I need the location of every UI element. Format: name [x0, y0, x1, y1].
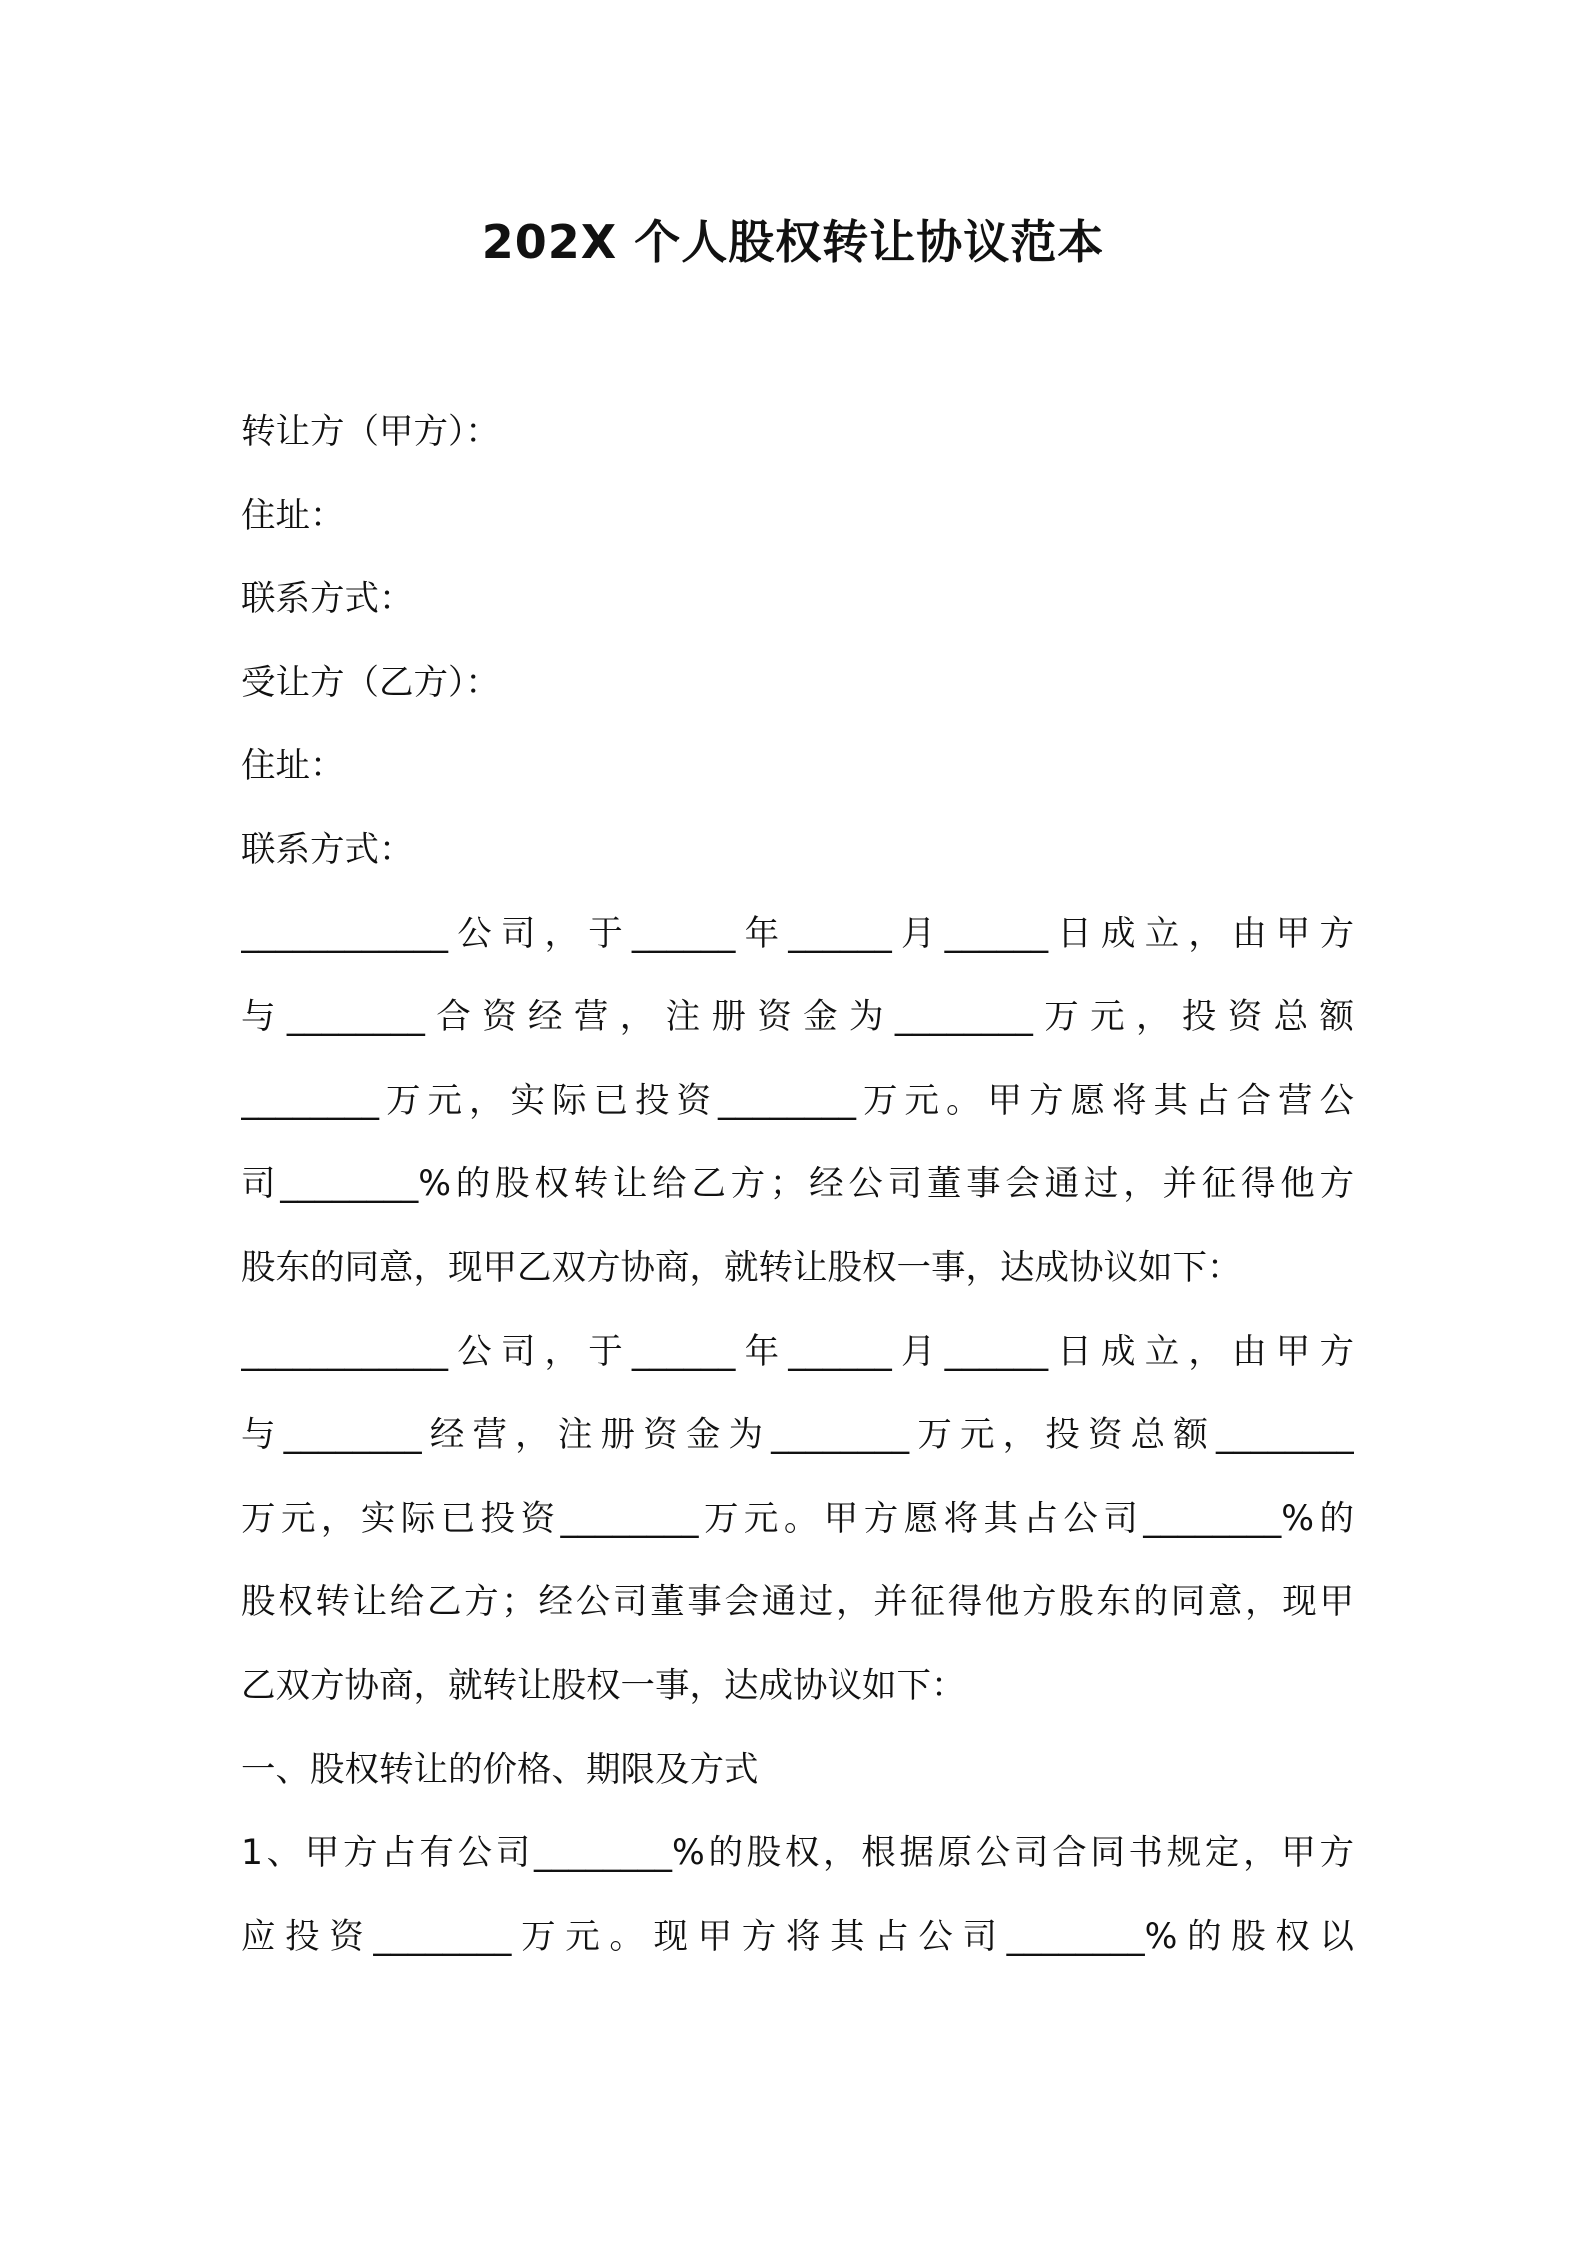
transferor-label: 转让方（甲方）：	[241, 412, 500, 452]
paragraph-1-line-3: ________万元，实际已投资________万元。甲方愿将其占合营公	[241, 1080, 1354, 1121]
paragraph-1-line-4: 司________%的股权转让给乙方；经公司董事会通过，并征得他方	[241, 1164, 1354, 1205]
paragraph-1-line-2: 与________合资经营，注册资金为________万元，投资总额	[241, 997, 1354, 1038]
paragraph-2-line-5: 乙双方协商，就转让股权一事，达成协议如下：	[241, 1665, 966, 1706]
paragraph-2-line-1: ____________公司，于______年______月______日成立，由甲方	[241, 1331, 1354, 1372]
transferee-contact-label: 联系方式：	[241, 829, 414, 870]
clause-1-line-2: 应投资________万元。现甲方将其占公司________%的股权以	[241, 1916, 1354, 1957]
paragraph-2-line-4: 股权转让给乙方；经公司董事会通过，并征得他方股东的同意，现甲	[241, 1582, 1354, 1623]
paragraph-2-line-2: 与________经营，注册资金为________万元，投资总额________	[241, 1415, 1354, 1456]
clause-1-line-1: 1、甲方占有公司________%的股权，根据原公司合同书规定，甲方	[241, 1833, 1354, 1874]
paragraph-1-line-5: 股东的同意，现甲乙双方协商，就转让股权一事，达成协议如下：	[241, 1247, 1242, 1288]
transferor-address-label: 住址：	[241, 495, 345, 536]
paragraph-2-line-3: 万元，实际已投资________万元。甲方愿将其占公司________%的	[241, 1498, 1354, 1539]
paragraph-1-line-1: ____________公司，于______年______月______日成立，由甲方	[241, 913, 1354, 954]
section-heading-1: 一、股权转让的价格、期限及方式	[241, 1749, 759, 1790]
transferee-address-label: 住址：	[241, 746, 345, 787]
document-title: 202X 个人股权转让协议范本	[481, 215, 1105, 269]
transferor-contact-label: 联系方式：	[241, 579, 414, 620]
document-body	[241, 404, 1354, 1992]
transferee-label: 受让方（乙方）：	[241, 662, 500, 703]
